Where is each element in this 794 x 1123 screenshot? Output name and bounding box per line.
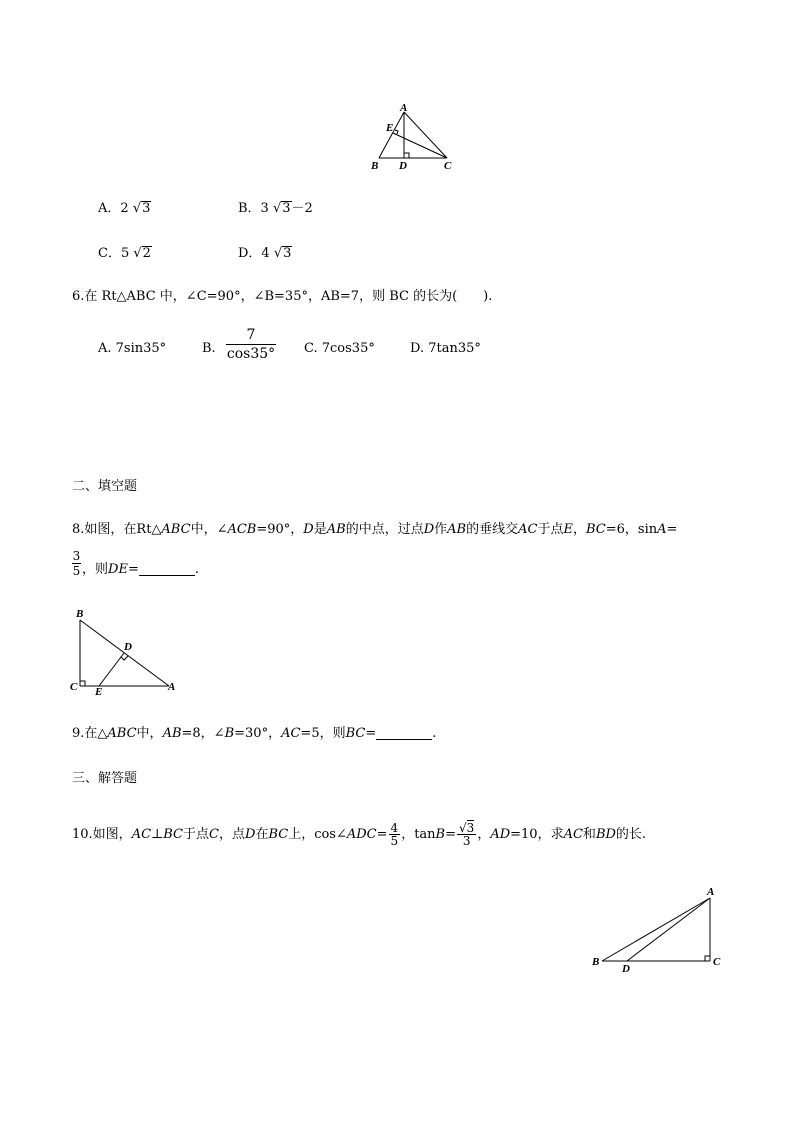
- fig1-label-c: C: [444, 160, 452, 172]
- fig1-label-d: D: [399, 160, 407, 172]
- q5-option-b: B．3 √3－2: [238, 201, 313, 216]
- fig2-label-b: B: [76, 608, 84, 620]
- fig2-label-c: C: [70, 681, 78, 693]
- q8-stem-line2: ，则DE= .: [82, 562, 199, 577]
- section-fill-in-title: 二、填空题: [72, 479, 138, 494]
- q5-option-a: A．2 √3: [98, 201, 151, 216]
- q6-stem: 6.在 Rt△ABC 中，∠C=90°，∠B=35°，AB=7，则 BC 的长为( ).: [72, 289, 493, 304]
- q5-option-c: C．5 √2: [98, 246, 151, 261]
- q8-stem-line1: 8.如图，在Rt△ABC中，∠ACB=90°，D是AB的中点，过点D作AB的垂线交AC于点E，BC=6，sinA=: [72, 522, 678, 537]
- q9-stem: 9.在△ABC中，AB=8，∠B=30°，AC=5，则BC= .: [72, 726, 437, 741]
- q6-option-d: D. 7tan35°: [410, 341, 481, 356]
- q10-fraction-cos: $\frac{4}{5}$: [390, 821, 399, 848]
- q6-option-c: C. 7cos35°: [304, 341, 375, 356]
- fig2-label-a: A: [168, 681, 176, 693]
- fig1-label-b: B: [371, 160, 379, 172]
- fig2-label-e: E: [95, 686, 103, 698]
- q6-option-a: A. 7sin35°: [98, 341, 167, 356]
- fig3-label-a: A: [707, 886, 715, 898]
- q10-fraction-tan: $\frac{√3}{3}$: [459, 821, 475, 848]
- fig3-label-d: D: [622, 963, 630, 975]
- q10-stem: 10.如图，AC⊥BC于点C，点D在BC上，cos∠ADC= $\frac{4}{5}$ ，tanB= $\frac{√3}{3}$ ，AD=10，求AC和BD的长.: [72, 821, 647, 848]
- fig1-label-a: A: [400, 102, 408, 114]
- q8-fraction: 3 5: [72, 549, 81, 578]
- q6-option-b-fraction: 7 cos35°: [226, 327, 276, 362]
- fig3-label-b: B: [592, 956, 600, 968]
- section-solution-title: 三、解答题: [72, 771, 138, 786]
- fig2-label-d: D: [124, 641, 132, 653]
- fig1-label-e: E: [386, 122, 394, 134]
- fig3-label-c: C: [713, 956, 721, 968]
- q6-option-b-label: B.: [202, 341, 216, 356]
- q5-option-d: D．4 √3: [238, 246, 292, 261]
